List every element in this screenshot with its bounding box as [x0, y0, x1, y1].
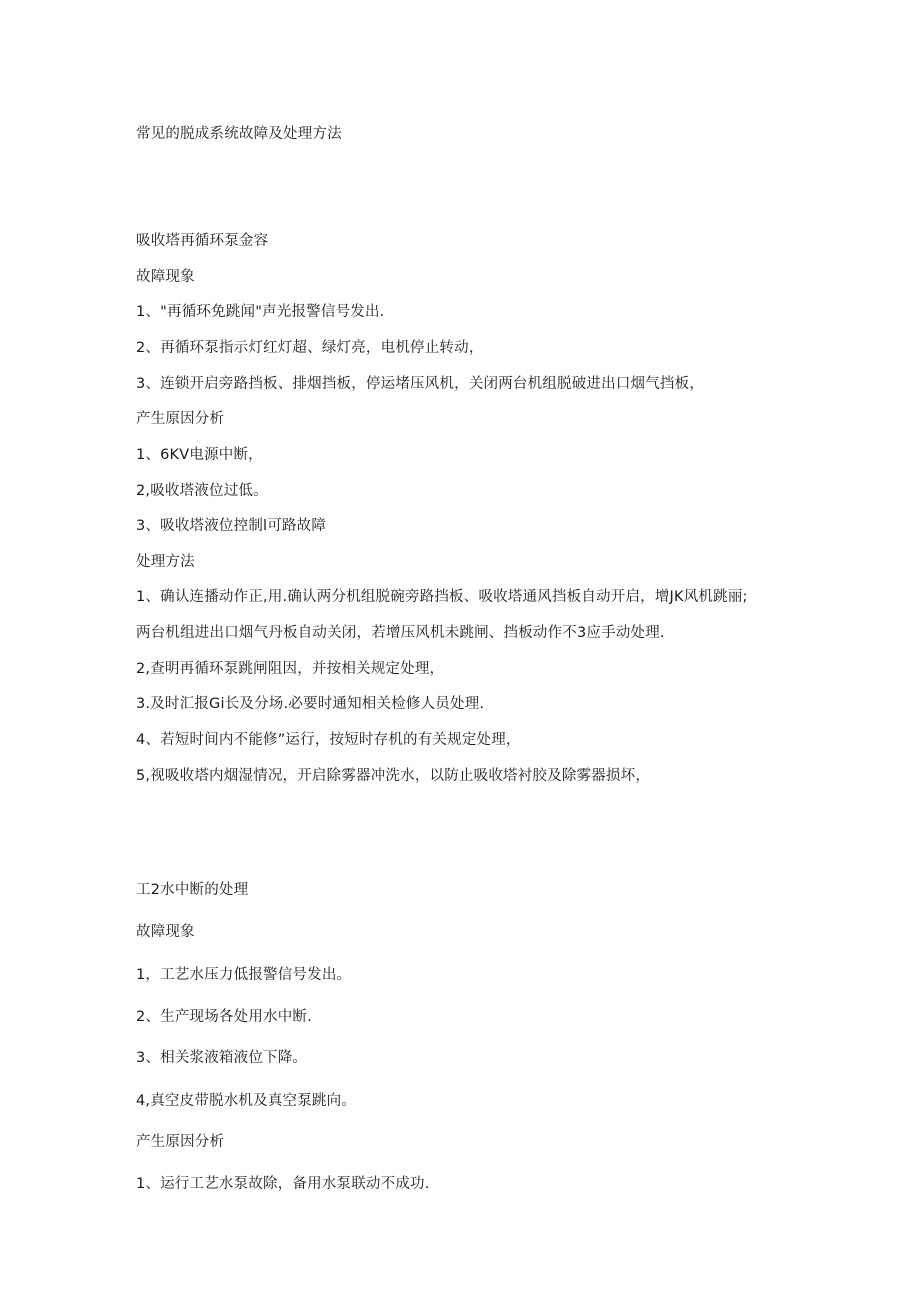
section1-method-3: 3.及时汇报Gi长及分场.必要时通知相关检修人员处理. — [136, 696, 485, 712]
section1-method-1-cont: 两台机组进出口烟气丹板自动关闭，若增压风机未跳闸、挡板动作不3应手动处理. — [136, 625, 665, 641]
section1-heading: 吸收塔再循环泵金容 — [136, 233, 269, 249]
section1-cause-heading: 产生原因分析 — [136, 411, 225, 427]
section1-method-4: 4、若短时间内不能修”运行，按短时存机的有关规定处理， — [136, 732, 521, 748]
section1-method-2: 2,查明再循环泵跳闸阻因，并按相关规定处理， — [136, 661, 445, 677]
section2-cause-heading: 产生原因分析 — [136, 1134, 225, 1150]
section1-cause-2: 2,吸收塔液位过低。 — [136, 483, 268, 499]
section1-symptom-2: 2、再循环泵指示灯红灯超、绿灯亮，电机停止转动， — [136, 340, 484, 356]
section1-method-1: 1、确认连播动作正,用.确认两分机组脱碗旁路挡板、吸收塔通风挡板自动开启，增JK风机跳丽; — [136, 589, 748, 605]
section2-symptom-3: 3、相关浆液箱液位下降。 — [136, 1050, 308, 1066]
section2-cause-1: 1、运行工艺水泵故除，备用水泵联动不成功. — [136, 1176, 430, 1192]
section1-method-5: 5,视吸收塔内烟湿情况，开启除雾器冲洗水，以防止吸收塔衬胶及除雾器损坏， — [136, 768, 651, 784]
section2-symptom-1: 1，工艺水压力低报警信号发出。 — [136, 967, 352, 983]
section2-heading: 工2水中断的处理 — [136, 882, 249, 898]
section1-symptom-3: 3、连锁开启旁路挡板、排烟挡板，停运堵压风机，关闭两台机组脱破进出口烟气挡板， — [136, 376, 705, 392]
section1-cause-3: 3、吸收塔液位控制l可路故障 — [136, 518, 327, 534]
section2-symptom-4: 4,真空皮带脱水机及真空泵跳向。 — [136, 1093, 357, 1109]
section1-cause-1: 1、6KV电源中断， — [136, 447, 263, 463]
section1-method-heading: 处理方法 — [136, 554, 195, 570]
section1-symptom-heading: 故障现象 — [136, 269, 195, 285]
section2-symptom-heading: 故障现象 — [136, 924, 195, 940]
section2-symptom-2: 2、生产现场各处用水中断. — [136, 1009, 312, 1025]
document-title: 常见的脱成系统故障及处理方法 — [136, 126, 342, 142]
section1-symptom-1: 1、"再循环免跳闻"声光报警信号发出. — [136, 304, 385, 320]
